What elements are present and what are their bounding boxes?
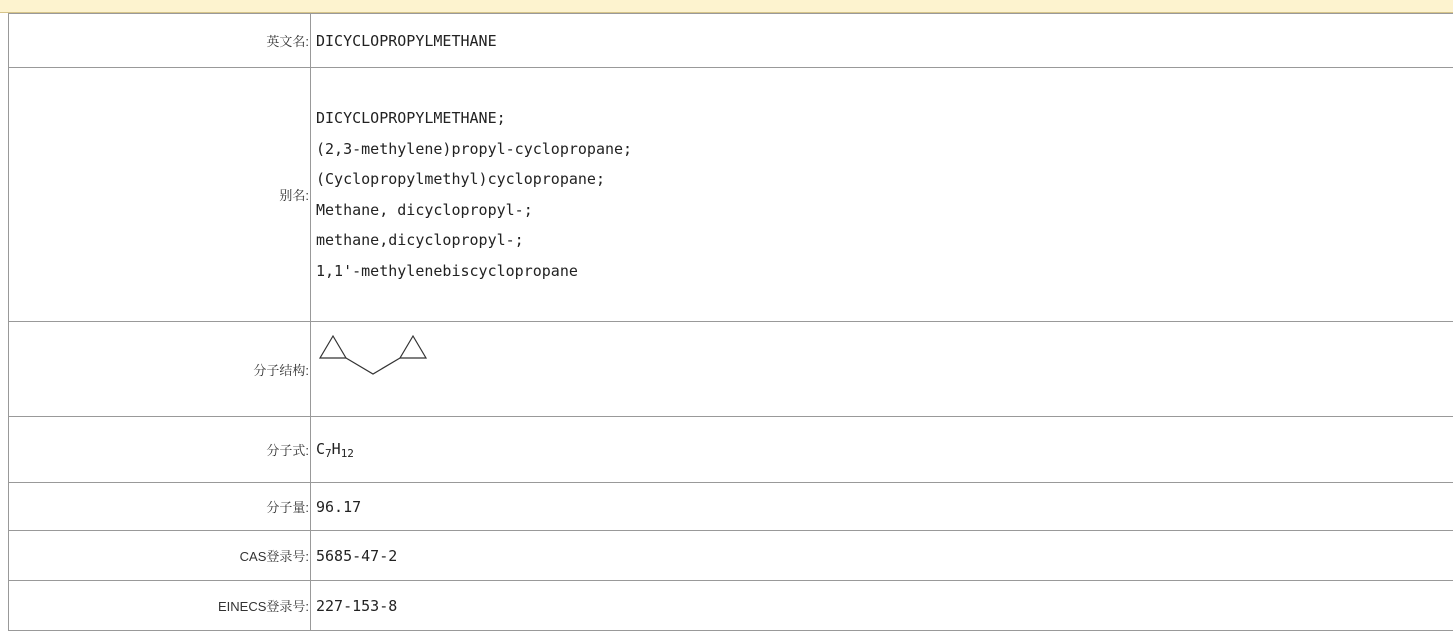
- alias-item: 1,1'-methylenebiscyclopropane: [316, 256, 1453, 287]
- structure-label: 分子结构:: [9, 322, 311, 417]
- english-name-label: 英文名:: [9, 14, 311, 68]
- row-aliases: [9, 68, 1453, 322]
- alias-item: methane,dicyclopropyl-;: [316, 225, 1453, 256]
- cyclopropane-ring-left: [320, 336, 346, 358]
- row-formula: [9, 417, 1453, 483]
- cyclopropane-ring-right: [400, 336, 426, 358]
- row-einecs: [9, 581, 1453, 631]
- row-cas: [9, 531, 1453, 581]
- formula-value: [311, 417, 1453, 483]
- molecular-structure-image: [316, 328, 446, 398]
- formula-h-count: 12: [341, 447, 354, 460]
- formula-h: H: [332, 440, 341, 458]
- cas-value: 5685-47-2: [311, 531, 1453, 581]
- alias-item: (Cyclopropylmethyl)cyclopropane;: [316, 164, 1453, 195]
- weight-label: 分子量:: [9, 483, 311, 531]
- english-name-value: DICYCLOPROPYLMETHANE: [311, 14, 1453, 68]
- methylene-bridge: [346, 358, 400, 374]
- header-bar: [0, 0, 1453, 13]
- alias-item: Methane, dicyclopropyl-;: [316, 195, 1453, 226]
- aliases-value: [311, 68, 1453, 322]
- cas-label: CAS登录号:: [9, 531, 311, 581]
- alias-item: DICYCLOPROPYLMETHANE;: [316, 103, 1453, 134]
- formula-c: C: [316, 440, 325, 458]
- alias-item: (2,3-methylene)propyl-cyclopropane;: [316, 134, 1453, 165]
- weight-value: 96.17: [311, 483, 1453, 531]
- row-structure: [9, 322, 1453, 417]
- formula-c-count: 7: [325, 447, 332, 460]
- aliases-label: 别名:: [9, 68, 311, 322]
- property-table: [8, 13, 1453, 631]
- row-english-name: [9, 14, 1453, 68]
- structure-value: [311, 322, 1453, 417]
- formula-label: 分子式:: [9, 417, 311, 483]
- einecs-value: 227-153-8: [311, 581, 1453, 631]
- row-weight: [9, 483, 1453, 531]
- einecs-label: EINECS登录号:: [9, 581, 311, 631]
